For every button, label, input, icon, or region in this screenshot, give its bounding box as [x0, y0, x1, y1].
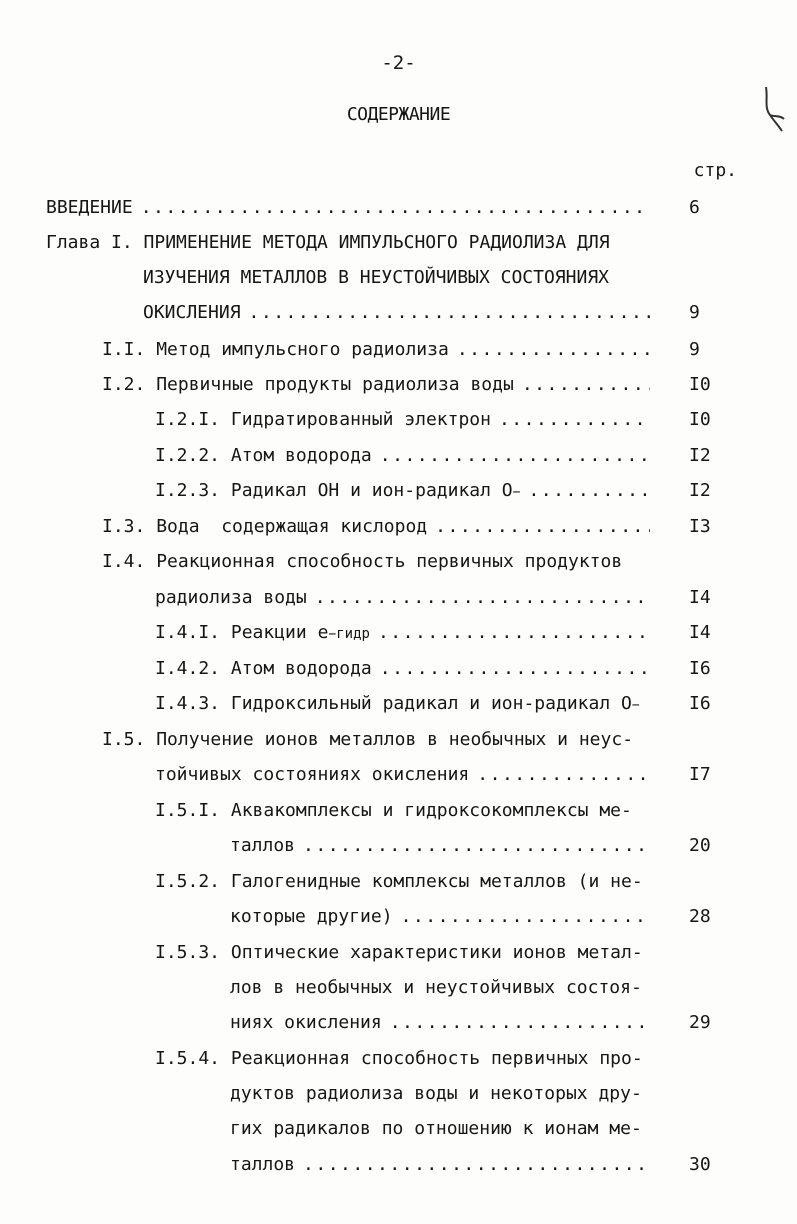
toc-section-1-4-2[interactable]: I.4.2. Атом водорода ..... — [155, 656, 650, 682]
toc-section-1-2-3[interactable]: I.2.3. Радикал ОН и ион-радикал О − ..... — [155, 478, 650, 504]
toc-section-1-5-1-cont: таллов ..... — [230, 833, 650, 859]
toc-section-1-1[interactable]: I.I. Метод импульсного радиолиза ..... — [102, 337, 650, 363]
chapter-label: Глава I. — [46, 232, 133, 253]
toc-section-1-4-1[interactable]: I.4.I. Реакции е − гидр ..... — [155, 620, 650, 646]
chapter-title: ПРИМЕНЕНИЕ МЕТОДА ИМПУЛЬСНОГО РАДИОЛИЗА ДЛЯ — [143, 232, 610, 253]
toc-section-1-3[interactable]: I.3. Вода содержащая кислород ..... — [102, 514, 650, 540]
toc-section-1-2[interactable]: I.2. Первичные продукты радиолиза воды ..... — [102, 372, 650, 398]
toc-section-1-5-4[interactable]: I.5.4. Реакционная способность первичных про- — [155, 1048, 643, 1069]
toc-page: I4 — [689, 587, 711, 608]
toc-section-1-4-cont: радиолиза воды ..... — [155, 585, 650, 611]
toc-chapter-1-line-1[interactable] — [46, 230, 610, 256]
toc-chapter-1-line-3: ОКИСЛЕНИЯ ..... — [143, 300, 650, 326]
toc-page: I3 — [689, 516, 711, 537]
toc-chapter-1-line-2: ИЗУЧЕНИЯ МЕТАЛЛОВ В НЕУСТОЙЧИВЫХ СОСТОЯНИЯХ — [143, 267, 609, 288]
toc-page: 6 — [689, 197, 700, 218]
toc-section-1-5-4-cont: дуктов радиолиза воды и некоторых дру- — [230, 1083, 642, 1104]
toc-page: 30 — [689, 1154, 711, 1175]
toc-section-1-4[interactable]: I.4. Реакционная способность первичных продуктов — [102, 551, 623, 572]
toc-section-1-5-3[interactable]: I.5.3. Оптические характеристики ионов метал- — [155, 942, 643, 963]
toc-section-1-5[interactable]: I.5. Получение ионов металлов в необычных и неус- — [102, 729, 634, 750]
pen-mark-icon — [760, 85, 790, 135]
toc-page: 29 — [689, 1012, 711, 1033]
toc-page: I2 — [689, 480, 711, 501]
toc-page: I4 — [689, 622, 711, 643]
toc-page: I6 — [689, 658, 711, 679]
toc-entry-label: ВВЕДЕНИЕ — [46, 197, 133, 218]
toc-section-1-5-4-cont: таллов ..... — [230, 1152, 650, 1178]
page-column-label: стр. — [693, 160, 737, 181]
toc-section-1-2-1[interactable]: I.2.I. Гидратированный электрон ..... — [155, 407, 650, 433]
toc-page: I0 — [689, 409, 711, 430]
toc-section-1-5-1[interactable]: I.5.I. Аквакомплексы и гидроксокомплексы ме- — [155, 800, 632, 821]
toc-page: 20 — [689, 835, 711, 856]
toc-section-1-5-cont: тойчивых состояниях окисления ..... — [155, 762, 650, 788]
toc-page: I2 — [689, 445, 711, 466]
toc-section-1-5-4-cont: гих радикалов по отношению к ионам ме- — [230, 1118, 642, 1139]
page-title: СОДЕРЖАНИЕ — [346, 104, 451, 125]
toc-section-1-5-2-cont: которые другие) ..... — [230, 904, 650, 930]
toc-page: I0 — [689, 374, 711, 395]
page-number: -2- — [381, 52, 416, 74]
toc-section-1-5-2[interactable]: I.5.2. Галогенидные комплексы металлов (и не- — [155, 871, 643, 892]
toc-entry-intro[interactable] — [46, 195, 650, 221]
toc-section-1-5-3-cont: ниях окисления ..... — [230, 1010, 650, 1036]
toc-section-1-5-3-cont: лов в необычных и неустойчивых состоя- — [230, 977, 642, 998]
toc-page: I6 — [689, 693, 711, 714]
toc-page: 9 — [689, 339, 700, 360]
toc-page: I7 — [689, 764, 711, 785]
toc-section-1-2-2[interactable]: I.2.2. Атом водорода ..... — [155, 443, 650, 469]
toc-section-1-4-3[interactable]: I.4.3. Гидроксильный радикал и ион-радикал О − — [155, 693, 640, 714]
toc-page: 9 — [689, 302, 700, 323]
toc-page: 28 — [689, 906, 711, 927]
